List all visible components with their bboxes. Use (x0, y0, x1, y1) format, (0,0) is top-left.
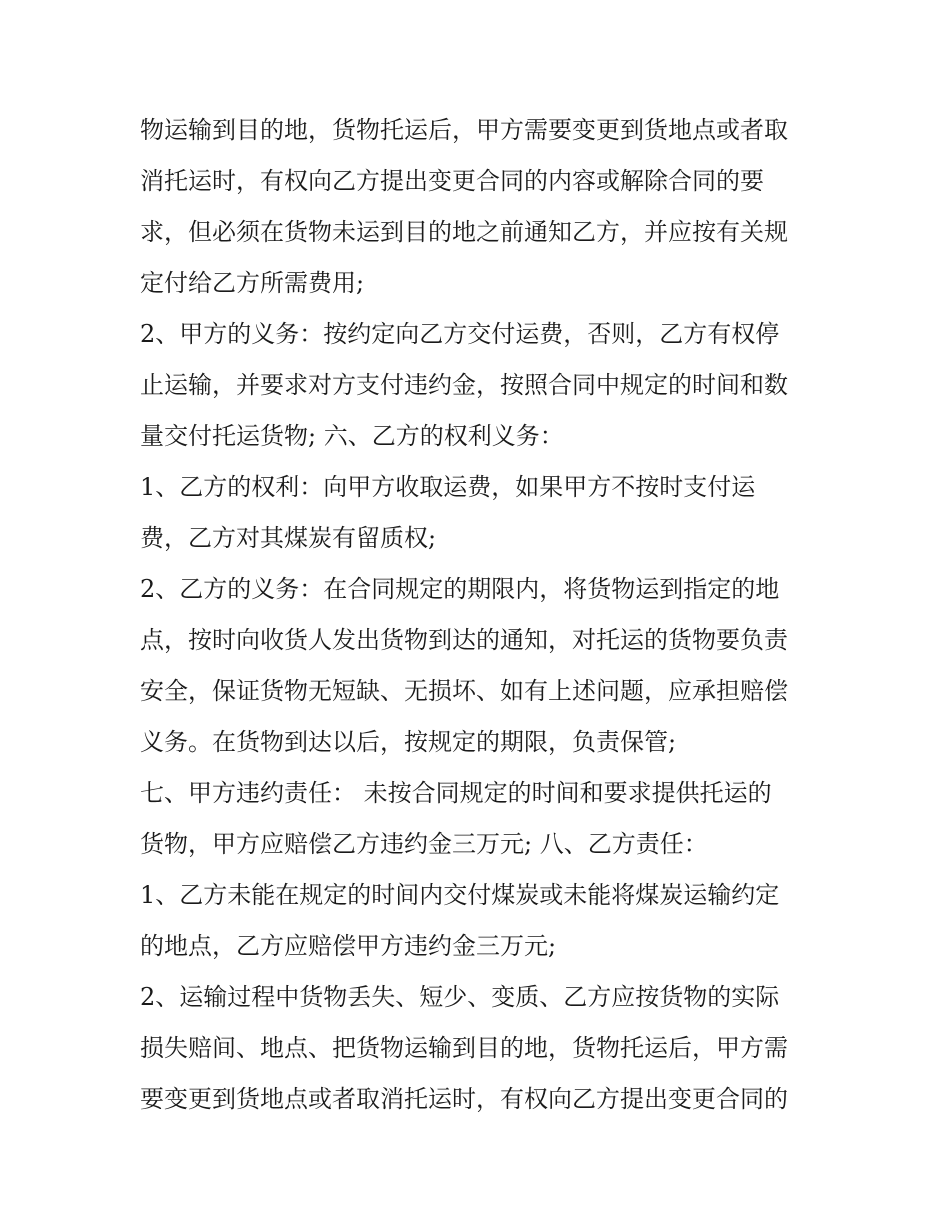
text-line: 1、乙方的权利：向甲方收取运费，如果甲方不按时支付运 (140, 473, 756, 501)
text-line: 消托运时，有权向乙方提出变更合同的内容或解除合同的要 (140, 167, 764, 195)
text-line: 求，但必须在货物未运到目的地之前通知乙方，并应按有关规 (140, 218, 788, 246)
text-line: 1、乙方未能在规定的时间内交付煤炭或未能将煤炭运输约定 (140, 881, 780, 909)
text-line: 止运输，并要求对方支付违约金，按照合同中规定的时间和数 (140, 371, 788, 399)
text-line: 安全，保证货物无短缺、无损坏、如有上述问题，应承担赔偿 (140, 677, 788, 705)
text-line: 2、运输过程中货物丢失、短少、变质、乙方应按货物的实际 (140, 983, 780, 1011)
document-body (140, 105, 820, 1125)
text-line: 点，按时向收货人发出货物到达的通知，对托运的货物要负责 (140, 626, 788, 654)
text-line: 七、甲方违约责任： 未按合同规定的时间和要求提供托运的 (140, 779, 772, 807)
text-line: 费，乙方对其煤炭有留质权; (140, 524, 437, 552)
text-line: 定付给乙方所需费用; (140, 269, 365, 297)
text-line: 要变更到货地点或者取消托运时，有权向乙方提出变更合同的 (140, 1085, 788, 1113)
text-line: 损失赔间、地点、把货物运输到目的地，货物托运后，甲方需 (140, 1034, 788, 1062)
text-line: 2、甲方的义务：按约定向乙方交付运费，否则，乙方有权停 (140, 320, 780, 348)
text-line: 量交付托运货物; 六、乙方的权利义务： (140, 422, 564, 450)
text-line: 货物，甲方应赔偿乙方违约金三万元; 八、乙方责任： (140, 830, 708, 858)
text-line: 物运输到目的地，货物托运后，甲方需要变更到货地点或者取 (140, 116, 788, 144)
text-line: 2、乙方的义务：在合同规定的期限内，将货物运到指定的地 (140, 575, 780, 603)
text-line: 义务。在货物到达以后，按规定的期限，负责保管; (140, 728, 677, 756)
text-line: 的地点，乙方应赔偿甲方违约金三万元; (140, 932, 557, 960)
